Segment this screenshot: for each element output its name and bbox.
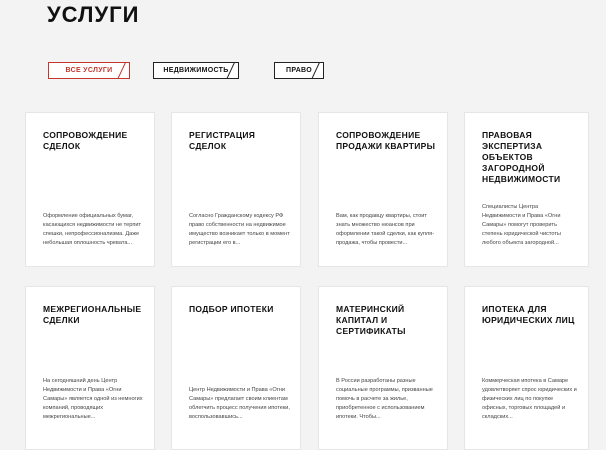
service-card-title: РЕГИСТРАЦИЯ СДЕЛОК xyxy=(189,130,256,151)
service-card-title: МЕЖРЕГИОНАЛЬНЫЕ СДЕЛКИ xyxy=(43,304,142,325)
service-card[interactable] xyxy=(318,112,448,267)
service-card[interactable] xyxy=(25,286,155,450)
service-card-description: Оформление официальных бумаг, касающихся недвижимости не терпит спешки, непрофессионализма. Даже небольшая оплошность чревата... xyxy=(43,213,142,246)
service-card-title: СОПРОВОЖДЕНИЕ СДЕЛОК xyxy=(43,130,128,151)
slash-decoration xyxy=(116,62,128,79)
service-card-description: Специалисты Центра Недвижимости и Права «Огни Самары» помогут проверить степень юридической чистоты любого объекта загородной... xyxy=(482,204,561,246)
service-card-description: На сегодняшний день Центр Недвижимости и Права «Огни Самары» является одной из немногих компаний, проводящих межрегиональные... xyxy=(43,378,143,420)
service-card[interactable] xyxy=(464,112,589,267)
service-card[interactable] xyxy=(464,286,589,450)
service-card-title: СОПРОВОЖДЕНИЕ ПРОДАЖИ КВАРТИРЫ xyxy=(336,130,436,151)
service-card-title: ПРАВОВАЯ ЭКСПЕРТИЗА ОБЪЕКТОВ ЗАГОРОДНОЙ НЕДВИЖИМОСТИ xyxy=(482,130,561,184)
service-card-title: МАТЕРИНСКИЙ КАПИТАЛ И СЕРТИФИКАТЫ xyxy=(336,304,406,336)
page-title: УСЛУГИ xyxy=(47,2,140,27)
service-card-description: Центр Недвижимости и Права «Огни Самары» предлагает своим клиентам облегчить процесс получения ипотеки, воспользовавшись... xyxy=(189,387,290,420)
filter-all-services-button[interactable] xyxy=(48,62,130,79)
filter-label: ПРАВО xyxy=(286,67,312,74)
filter-label: НЕДВИЖИМОСТЬ xyxy=(163,67,229,74)
service-card-description: Вам, как продавцу квартиры, стоит знать множество нюансов при оформлении такой сделки, как купля-продажа, чтобы провести... xyxy=(336,213,435,246)
filter-real-estate-button[interactable] xyxy=(153,62,239,79)
service-card[interactable] xyxy=(25,112,155,267)
service-card-description: В России разработаны разные социальные программы, призванные помочь в расчете за жилье, приобретенное с использованием ипотеки. Чтобы... xyxy=(336,378,433,420)
service-card[interactable] xyxy=(171,112,301,267)
service-card-title: ИПОТЕКА ДЛЯ ЮРИДИЧЕСКИХ ЛИЦ xyxy=(482,304,575,325)
service-card[interactable] xyxy=(171,286,301,450)
service-card-description: Согласно Гражданскому кодексу РФ право собственности на недвижимое имущество возникает только в момент регистрации его в... xyxy=(189,213,290,246)
service-card-title: ПОДБОР ИПОТЕКИ xyxy=(189,304,274,314)
filter-law-button[interactable] xyxy=(274,62,324,79)
service-card-description: Коммерческая ипотека в Самаре удовлетворяет спрос юридических и физических лиц по покупке офисных, торговых площадей и складских... xyxy=(482,378,577,420)
filter-label: ВСЕ УСЛУГИ xyxy=(65,67,113,74)
service-card[interactable] xyxy=(318,286,448,450)
